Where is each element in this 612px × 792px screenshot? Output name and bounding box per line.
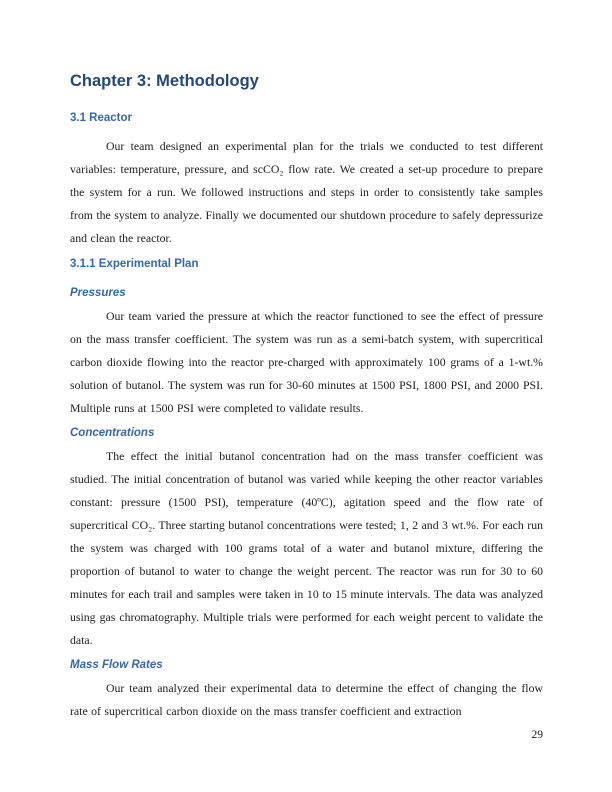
page-number: 29 [531,729,543,741]
paragraph-concentrations: The effect the initial butanol concentration had on the mass transfer coefficient was studied. The initial concentration of butanol was varied while keeping the other reactor variables constant: pressure (1500 PSI), temperature (40ºC), agitation speed and the flow rate of supercritical CO₂. Three starting butanol concentrations were tested; 1, 2 and 3 wt.%. For each run the system was charged with 100 grams total of a water and butanol mixture, differing the proportion of butanol to water to change the weight percent. The reactor was run for 30 to 60 minutes for each trail and samples were taken in 10 to 15 minute intervals. The data was analyzed using gas chromatography. Multiple trials were performed for each weight percent to validate the data. [70,449,543,647]
paragraph-reactor-overview: Our team designed an experimental plan for the trials we conducted to test different variables: temperature, pressure, and scCO₂ flow rate. We created a set-up procedure to prepare the system for a run. We followed instructions and steps in order to consistently take samples from the system to analyze. Finally we documented our shutdown procedure to safely depressurize and clean the reactor. [70,139,543,245]
paragraph-pressures: Our team varied the pressure at which the reactor functioned to see the effect of pressure on the mass transfer coefficient. The system was run as a semi-batch system, with supercritical carbon dioxide flowing into the reactor pre-charged with approximately 100 grams of a 1-wt.% solution of butanol. The system was run for 30-60 minutes at 1500 PSI, 1800 PSI, and 2000 PSI. Multiple runs at 1500 PSI were completed to validate results. [70,309,543,415]
run-in-heading-concentrations: Concentrations [70,427,155,439]
paragraph-mass-flow-rates: Our team analyzed their experimental data to determine the effect of changing the flow rate of supercritical carbon dioxide on the mass transfer coefficient and extraction [70,681,543,718]
chapter-heading: Chapter 3: Methodology [70,72,259,90]
section-heading-3-1-reactor: 3.1 Reactor [70,112,133,124]
run-in-heading-pressures: Pressures [70,287,126,299]
run-in-heading-mass-flow-rates: Mass Flow Rates [70,659,163,671]
subsection-heading-3-1-1-experimental-plan: 3.1.1 Experimental Plan [70,258,199,270]
page-content [70,70,543,725]
